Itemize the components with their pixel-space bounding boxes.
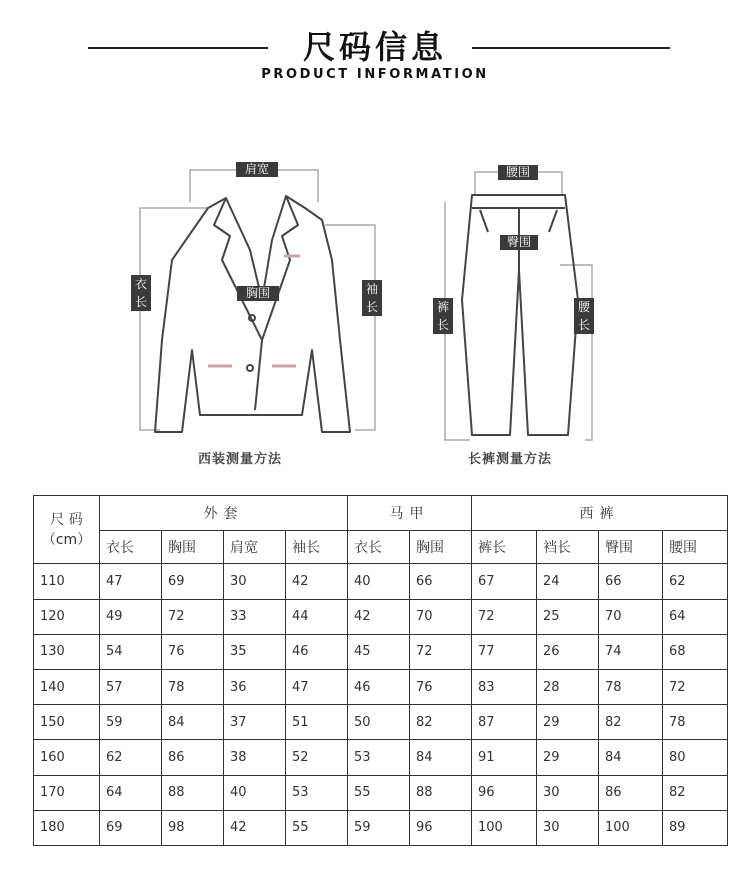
- table-row: [34, 669, 728, 704]
- table-cell: 42: [224, 810, 286, 845]
- jacket-length-char-1: 衣: [134, 277, 147, 291]
- table-cell: 30: [537, 775, 599, 810]
- table-cell: 82: [599, 705, 663, 740]
- table-cell: 98: [162, 810, 224, 845]
- header: [0, 0, 750, 100]
- table-cell: 68: [663, 634, 728, 669]
- waist-length-char-1: 腰: [577, 300, 590, 314]
- measurement-diagram: [0, 140, 750, 480]
- column-header: 臀围: [599, 531, 663, 564]
- table-row: [34, 740, 728, 775]
- table-cell: 84: [162, 705, 224, 740]
- column-header: 衣长: [100, 531, 162, 564]
- table-cell: 46: [348, 669, 410, 704]
- table-cell: 76: [410, 669, 472, 704]
- table-cell: 30: [224, 564, 286, 599]
- hip-label: 臀围: [500, 235, 538, 250]
- sleeve-length-label: [362, 280, 382, 316]
- column-header: 胸围: [410, 531, 472, 564]
- size-cell: 170: [34, 775, 100, 810]
- size-cell: 140: [34, 669, 100, 704]
- size-cell: 160: [34, 740, 100, 775]
- table-cell: 62: [100, 740, 162, 775]
- table-cell: 82: [663, 775, 728, 810]
- size-cell: 180: [34, 810, 100, 845]
- chest-label: 胸围: [237, 286, 279, 301]
- table-cell: 52: [286, 740, 348, 775]
- table-cell: 100: [599, 810, 663, 845]
- group-header-vest: 马甲: [348, 496, 472, 531]
- table-cell: 33: [224, 599, 286, 634]
- table-cell: 70: [410, 599, 472, 634]
- size-corner-cell: [34, 496, 100, 564]
- column-header: 肩宽: [224, 531, 286, 564]
- table-cell: 47: [100, 564, 162, 599]
- column-header-row: [34, 531, 728, 564]
- table-cell: 66: [599, 564, 663, 599]
- table-cell: 24: [537, 564, 599, 599]
- table-cell: 72: [472, 599, 537, 634]
- sleeve-length-char-2: 长: [365, 300, 378, 314]
- table-row: [34, 705, 728, 740]
- table-cell: 40: [224, 775, 286, 810]
- table-cell: 88: [410, 775, 472, 810]
- table-cell: 28: [537, 669, 599, 704]
- table-cell: 44: [286, 599, 348, 634]
- waist-length-label: [574, 298, 594, 334]
- title-rule-right: [472, 47, 670, 49]
- table-cell: 51: [286, 705, 348, 740]
- table-cell: 84: [410, 740, 472, 775]
- table-cell: 64: [100, 775, 162, 810]
- column-header: 袖长: [286, 531, 348, 564]
- table-cell: 25: [537, 599, 599, 634]
- table-cell: 62: [663, 564, 728, 599]
- table-cell: 84: [599, 740, 663, 775]
- table-cell: 74: [599, 634, 663, 669]
- size-cell: 120: [34, 599, 100, 634]
- table-cell: 40: [348, 564, 410, 599]
- table-cell: 45: [348, 634, 410, 669]
- column-header: 腰围: [663, 531, 728, 564]
- table-cell: 76: [162, 634, 224, 669]
- table-row: [34, 634, 728, 669]
- table-cell: 78: [663, 705, 728, 740]
- table-cell: 42: [286, 564, 348, 599]
- size-cell: 150: [34, 705, 100, 740]
- size-cell: 130: [34, 634, 100, 669]
- size-corner-label: 尺 码: [50, 511, 83, 528]
- table-cell: 86: [162, 740, 224, 775]
- column-header: 裆长: [537, 531, 599, 564]
- table-cell: 69: [162, 564, 224, 599]
- pants-caption: 长裤测量方法: [468, 452, 553, 467]
- table-cell: 55: [286, 810, 348, 845]
- table-cell: 55: [348, 775, 410, 810]
- table-cell: 26: [537, 634, 599, 669]
- table-cell: 38: [224, 740, 286, 775]
- table-cell: 72: [410, 634, 472, 669]
- table-row: [34, 810, 728, 845]
- table-cell: 82: [410, 705, 472, 740]
- size-cell: 110: [34, 564, 100, 599]
- table-cell: 46: [286, 634, 348, 669]
- pants-length-label: [433, 298, 453, 334]
- table-cell: 96: [410, 810, 472, 845]
- table-cell: 29: [537, 705, 599, 740]
- table-cell: 96: [472, 775, 537, 810]
- column-header: 衣长: [348, 531, 410, 564]
- table-cell: 80: [663, 740, 728, 775]
- table-cell: 70: [599, 599, 663, 634]
- pants-length-char-2: 长: [436, 318, 449, 332]
- jacket-length-label: [131, 275, 151, 311]
- table-cell: 89: [663, 810, 728, 845]
- table-row: [34, 599, 728, 634]
- table-cell: 54: [100, 634, 162, 669]
- waist-length-char-2: 长: [577, 318, 590, 332]
- table-cell: 50: [348, 705, 410, 740]
- table-cell: 42: [348, 599, 410, 634]
- group-header-pants: 西裤: [472, 496, 728, 531]
- table-cell: 59: [100, 705, 162, 740]
- table-cell: 49: [100, 599, 162, 634]
- jacket-caption: 西装测量方法: [198, 452, 283, 467]
- table-row: [34, 775, 728, 810]
- size-table: [33, 495, 728, 846]
- pants-length-char-1: 裤: [436, 300, 449, 314]
- table-cell: 57: [100, 669, 162, 704]
- table-cell: 53: [286, 775, 348, 810]
- table-cell: 53: [348, 740, 410, 775]
- table-cell: 35: [224, 634, 286, 669]
- table-cell: 91: [472, 740, 537, 775]
- table-cell: 78: [162, 669, 224, 704]
- table-row: [34, 564, 728, 599]
- table-cell: 86: [599, 775, 663, 810]
- table-cell: 30: [537, 810, 599, 845]
- table-cell: 37: [224, 705, 286, 740]
- table-cell: 29: [537, 740, 599, 775]
- table-cell: 36: [224, 669, 286, 704]
- table-cell: 67: [472, 564, 537, 599]
- table-cell: 69: [100, 810, 162, 845]
- table-cell: 72: [162, 599, 224, 634]
- sleeve-length-char-1: 袖: [365, 282, 378, 296]
- group-header-row: [34, 496, 728, 531]
- table-cell: 77: [472, 634, 537, 669]
- column-header: 裤长: [472, 531, 537, 564]
- size-corner-unit: （cm）: [41, 531, 92, 548]
- shoulder-label: 肩宽: [236, 162, 278, 177]
- page-subtitle: PRODUCT INFORMATION: [261, 67, 489, 82]
- group-header-jacket: 外套: [100, 496, 348, 531]
- column-header: 胸围: [162, 531, 224, 564]
- table-cell: 72: [663, 669, 728, 704]
- table-cell: 87: [472, 705, 537, 740]
- table-cell: 100: [472, 810, 537, 845]
- table-cell: 83: [472, 669, 537, 704]
- waist-label: 腰围: [498, 165, 538, 180]
- page-title: 尺码信息: [302, 28, 447, 66]
- table-cell: 47: [286, 669, 348, 704]
- table-cell: 88: [162, 775, 224, 810]
- table-cell: 66: [410, 564, 472, 599]
- table-cell: 64: [663, 599, 728, 634]
- jacket-length-char-2: 长: [134, 295, 147, 309]
- table-cell: 78: [599, 669, 663, 704]
- table-cell: 59: [348, 810, 410, 845]
